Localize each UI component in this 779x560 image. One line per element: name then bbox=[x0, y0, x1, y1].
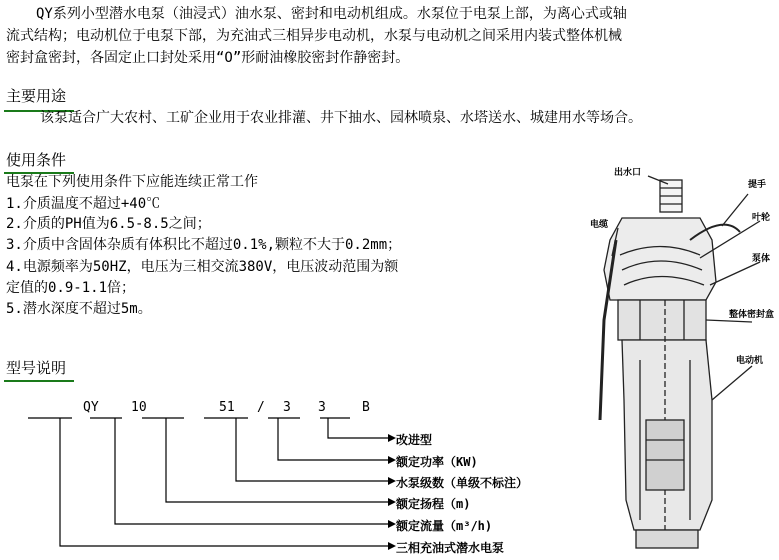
desc-improved: 改进型 bbox=[396, 433, 433, 447]
desc-flow: 额定流量（m³/h) bbox=[396, 519, 493, 533]
intro-line-3: 密封盒密封，各固定止口封处采用“O”形耐油橡胶密封作静密封。 bbox=[6, 50, 410, 66]
condition-item-1: 1.介质温度不超过+40℃ bbox=[6, 196, 161, 212]
label-motor: 电动机 bbox=[736, 356, 764, 366]
usage-text: 该泵适合广大农村、工矿企业用于农业排灌、井下抽水、园林喷泉、水塔送水、城建用水等场合。 bbox=[40, 110, 642, 126]
code-10: 10 bbox=[131, 400, 147, 415]
code-b: B bbox=[362, 400, 370, 415]
code-51: 51 bbox=[219, 400, 235, 415]
condition-item-2: 2.介质的PH值为6.5-8.5之间； bbox=[6, 216, 211, 232]
label-impeller: 叶轮 bbox=[752, 213, 771, 223]
model-heading: 型号说明 bbox=[6, 359, 67, 377]
condition-item-3: 3.介质中含固体杂质有体积比不超过0.1%,颗粒不大于0.2mm； bbox=[6, 237, 402, 253]
code-3a: 3 bbox=[283, 400, 291, 415]
label-handle: 提手 bbox=[748, 180, 767, 190]
conditions-heading: 使用条件 bbox=[6, 151, 67, 169]
condition-item-4: 4.电源频率为50HZ，电压为三相交流380V，电压波动范围为额 bbox=[6, 259, 399, 275]
label-outlet: 出水口 bbox=[614, 168, 642, 178]
intro-line-1: QY系列小型潜水电泵（油浸式）油水泵、密封和电动机组成。水泵位于电泵上部，为离心式或轴 bbox=[36, 6, 627, 22]
desc-stages: 水泵级数（单级不标注） bbox=[396, 476, 529, 490]
code-qy: QY bbox=[83, 400, 99, 415]
code-3b: 3 bbox=[318, 400, 326, 415]
label-cable: 电缆 bbox=[590, 220, 609, 230]
label-pump-body: 泵体 bbox=[752, 254, 771, 264]
desc-type: 三相充油式潜水电泵 bbox=[396, 541, 505, 555]
conditions-intro: 电泵在下列使用条件下应能连续正常工作 bbox=[6, 174, 258, 190]
usage-heading: 主要用途 bbox=[6, 87, 67, 105]
intro-line-2: 流式结构；电动机位于电泵下部，为充油式三相异步电动机，水泵与电动机之间采用内装式整体机械 bbox=[6, 28, 622, 44]
label-seal-box: 整体密封盒 bbox=[729, 310, 775, 320]
condition-item-4-cont: 定值的0.9-1.1倍； bbox=[6, 280, 136, 296]
condition-item-5: 5.潜水深度不超过5m。 bbox=[6, 301, 152, 317]
desc-power: 额定功率（KW) bbox=[396, 455, 478, 469]
code-slash: / bbox=[257, 400, 265, 415]
desc-head: 额定扬程（m) bbox=[396, 497, 471, 511]
